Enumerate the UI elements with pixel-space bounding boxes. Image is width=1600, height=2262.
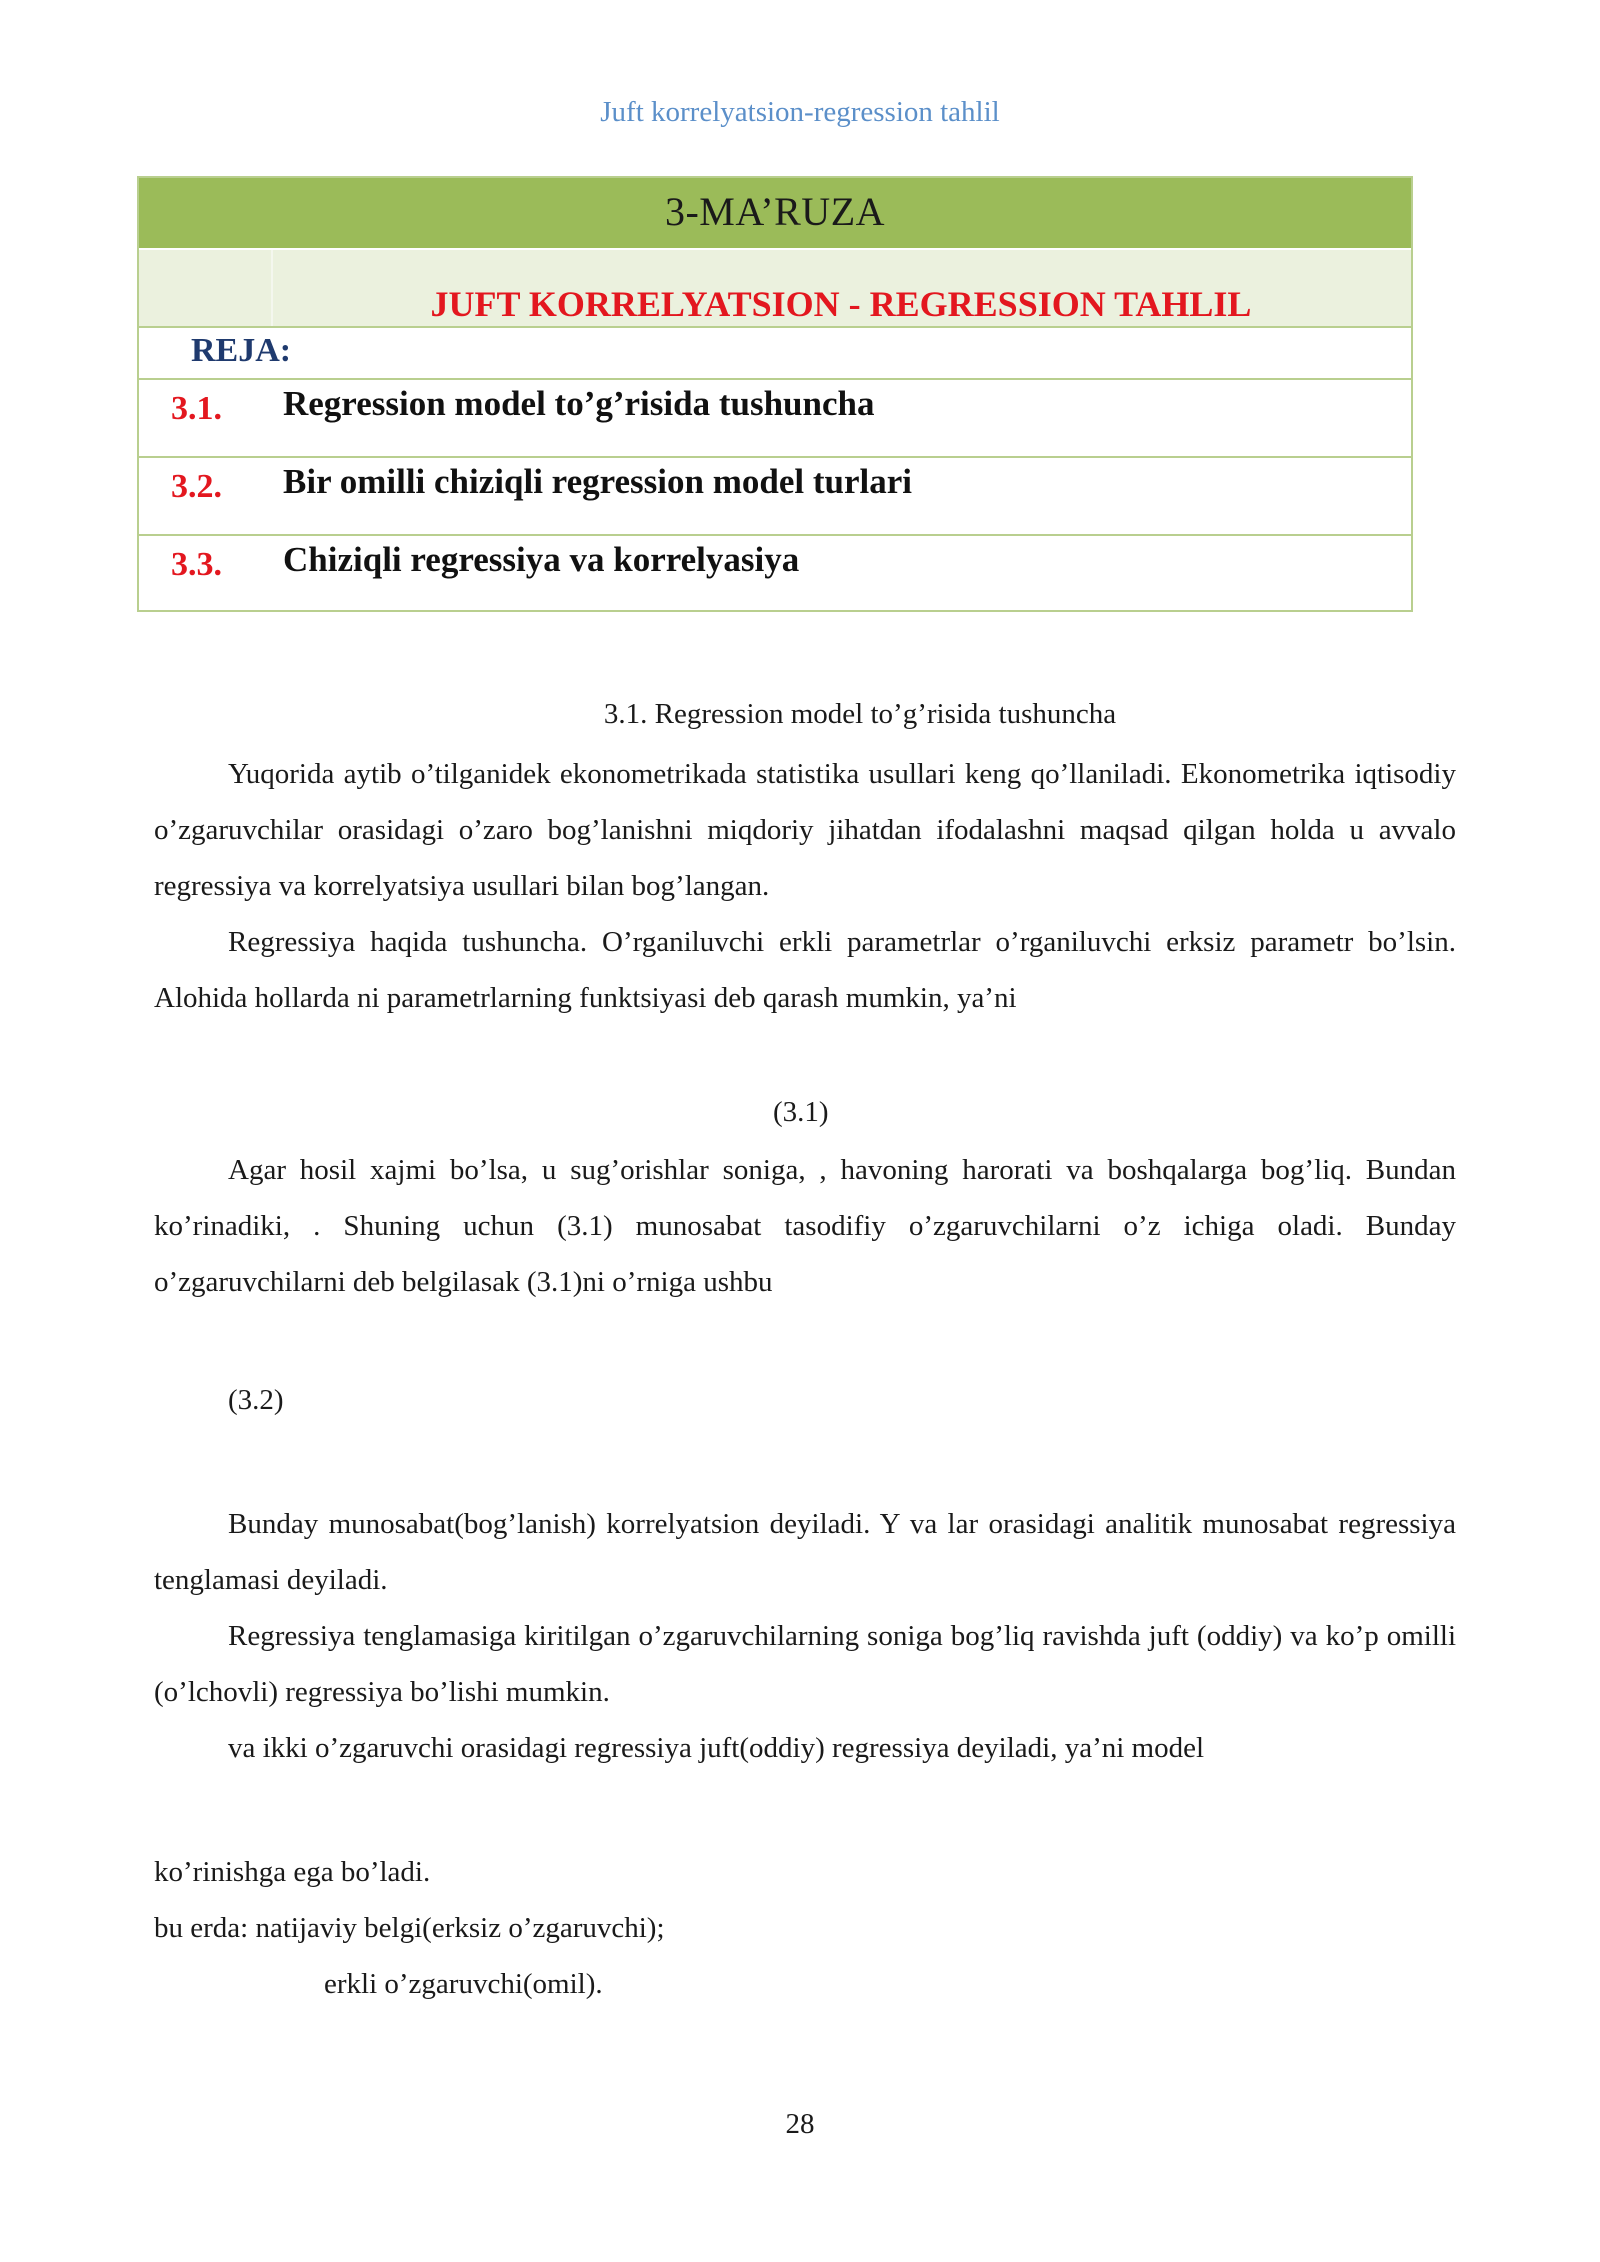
- plan-item: [139, 536, 1411, 610]
- plan-item: [139, 458, 1411, 536]
- lecture-plan-table: [137, 176, 1413, 612]
- paragraph-group-2: [154, 1142, 1456, 1310]
- topic-row-stub: [139, 250, 273, 326]
- page-number: 28: [785, 2108, 815, 2140]
- plan-item-number: 3.3.: [171, 546, 222, 583]
- text-line: bu erda: natijaviy belgi(erksiz o’zgaruvchi);: [154, 1912, 665, 1944]
- plan-item-title: Regression model to’g’risida tushuncha: [283, 384, 875, 423]
- paragraph-group-1: [154, 746, 1456, 1026]
- plan-label: REJA:: [191, 332, 292, 369]
- paragraph: Regressiya haqida tushuncha. O’rganiluvchi erkli parametrlar o’rganiluvchi erksiz parametr bo’lsin. Alohida hollarda ni parametrlarning funktsiyasi deb qarash mumkin, ya’ni: [154, 926, 1456, 1014]
- paragraph-group-4: [154, 1844, 1456, 2012]
- plan-item-title: Bir omilli chiziqli regression model turlari: [283, 462, 912, 501]
- paragraph: Agar hosil xajmi bo’lsa, u sug’orishlar soniga, , havoning harorati va boshqalarga bog’liq. Bundan ko’rinadiki, . Shuning uchun (3.1) munosabat tasodifiy o’zgaruvchilarni o’z ichiga oladi. Bunday o’zgaruvchilarni deb belgilasak (3.1)ni o’rniga ushbu: [154, 1154, 1456, 1298]
- section-heading: 3.1. Regression model to’g’risida tushuncha: [603, 698, 1117, 730]
- lecture-title: 3-MA’RUZA: [139, 178, 1411, 248]
- topic-row: [139, 248, 1411, 328]
- plan-item-number: 3.1.: [171, 390, 222, 427]
- equation-label: (3.2): [228, 1384, 284, 1416]
- text-line: ko’rinishga ega bo’ladi.: [154, 1856, 431, 1888]
- paragraph: va ikki o’zgaruvchi orasidagi regressiya juft(oddiy) regressiya deyiladi, ya’ni model: [228, 1732, 1205, 1764]
- plan-item-title: Chiziqli regressiya va korrelyasiya: [283, 540, 800, 579]
- paragraph-group-3: [154, 1496, 1456, 1776]
- paragraph: Bunday munosabat(bog’lanish) korrelyatsion deyiladi. Y va lar orasidagi analitik munosabat regressiya tenglamasi deyiladi.: [154, 1508, 1456, 1596]
- plan-label-row: [139, 328, 1411, 380]
- equation-label: (3.1): [773, 1096, 829, 1128]
- paragraph: Regressiya tenglamasiga kiritilgan o’zgaruvchilarning soniga bog’liq ravishda juft (oddiy) va ko’p omilli (o’lchovli) regressiya bo’lishi mumkin.: [154, 1620, 1456, 1708]
- plan-item-number: 3.2.: [171, 468, 222, 505]
- paragraph: Yuqorida aytib o’tilganidek ekonometrikada statistika usullari keng qo’llaniladi. Ekonometrika iqtisodiy o’zgaruvchilar orasidagi o’zaro bog’lanishni miqdoriy jihatdan ifodalashni maqsad qilgan holda u avvalo regressiya va korrelyatsiya usullari bilan bog’langan.: [154, 758, 1456, 902]
- plan-item: [139, 380, 1411, 458]
- text-line: erkli o’zgaruvchi(omil).: [324, 1968, 603, 2000]
- running-header-title: Juft korrelyatsion-regression tahlil: [600, 96, 1000, 128]
- lecture-topic: JUFT KORRELYATSION - REGRESSION TAHLIL: [430, 284, 1252, 324]
